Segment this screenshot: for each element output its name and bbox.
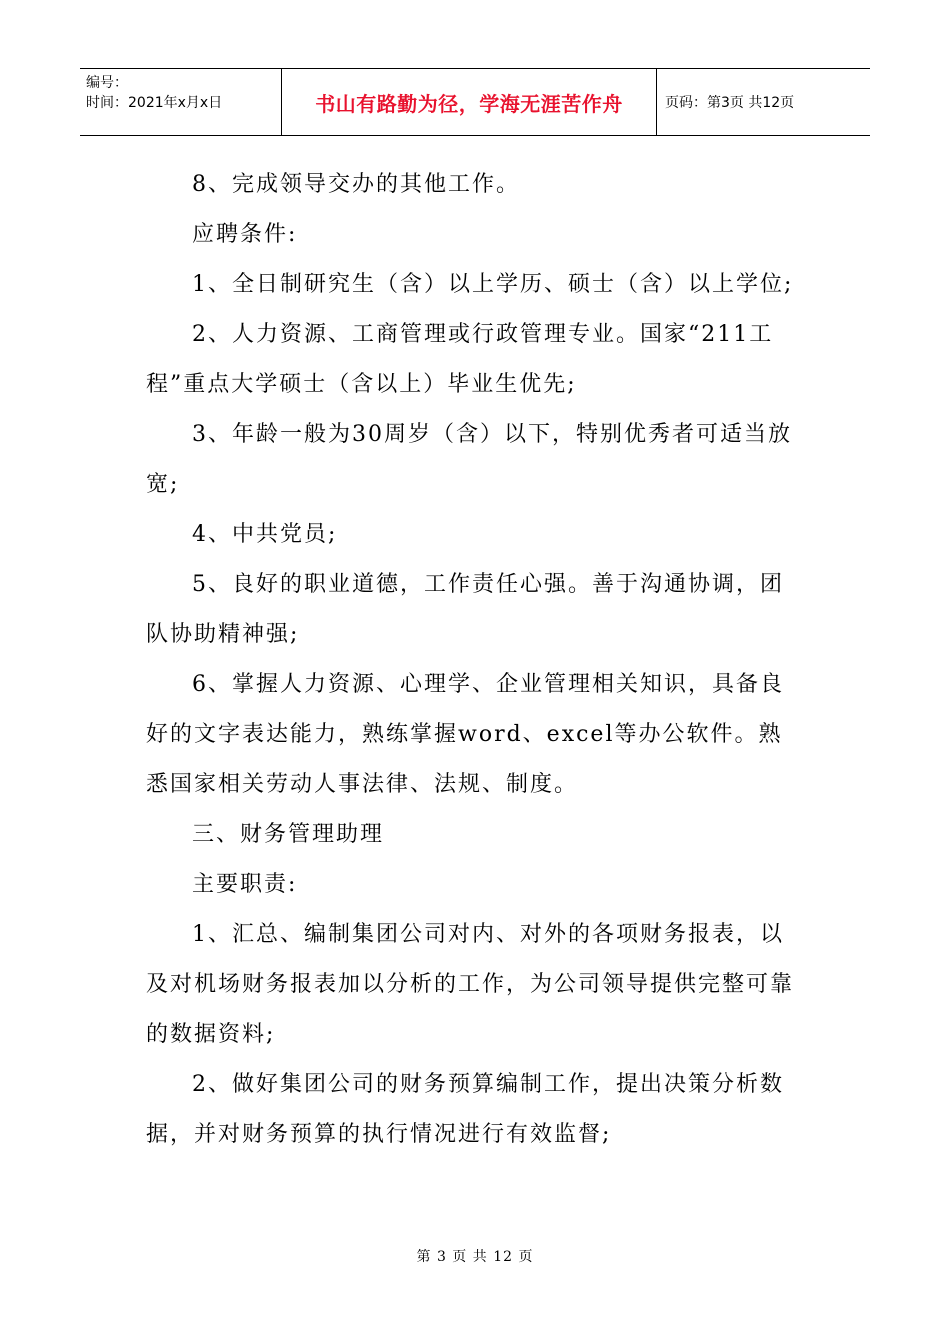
paragraph-duty-8: 8、完成领导交办的其他工作。: [192, 172, 520, 197]
serial-number-label: 编号：: [86, 75, 128, 91]
paragraph-requirements-heading: 应聘条件:: [192, 222, 298, 247]
paragraph-requirement-1: 1、全日制研究生（含）以上学历、硕士（含）以上学位;: [192, 272, 794, 297]
document-body: [146, 160, 806, 1160]
paragraph-requirement-6: 6、掌握人力资源、心理学、企业管理相关知识，具备良好的文字表达能力，熟练掌握word、excel等办公软件。熟悉国家相关劳动人事法律、法规、制度。: [146, 672, 784, 797]
paragraph-requirement-5: 5、良好的职业道德，工作责任心强。善于沟通协调，团队协助精神强;: [146, 572, 784, 647]
header-meta: [80, 69, 282, 135]
paragraph-main-duties-heading: 主要职责:: [192, 872, 298, 897]
page-header: [80, 68, 870, 136]
paragraph-requirement-2: 2、人力资源、工商管理或行政管理专业。国家“211工程”重点大学硕士（含以上）毕业生优先;: [146, 322, 774, 397]
header-page-info: 页码：第3页 共12页: [665, 95, 795, 111]
section-heading-finance-assistant: 三、财务管理助理: [192, 822, 385, 847]
paragraph-requirement-3: 3、年龄一般为30周岁（含）以下，特别优秀者可适当放宽;: [146, 422, 792, 497]
paragraph-finance-duty-1: 1、汇总、编制集团公司对内、对外的各项财务报表，以及对机场财务报表加以分析的工作，为公司领导提供完整可靠的数据资料;: [146, 922, 795, 1047]
date-label: 时间：2021年x月x日: [86, 95, 223, 111]
header-motto: 书山有路勤为径，学海无涯苦作舟: [282, 69, 657, 135]
paragraph-requirement-4: 4、中共党员;: [192, 522, 338, 547]
page-footer: 第 3 页 共 12 页: [416, 1249, 534, 1265]
paragraph-finance-duty-2: 2、做好集团公司的财务预算编制工作，提出决策分析数据，并对财务预算的执行情况进行有效监督;: [146, 1072, 784, 1147]
